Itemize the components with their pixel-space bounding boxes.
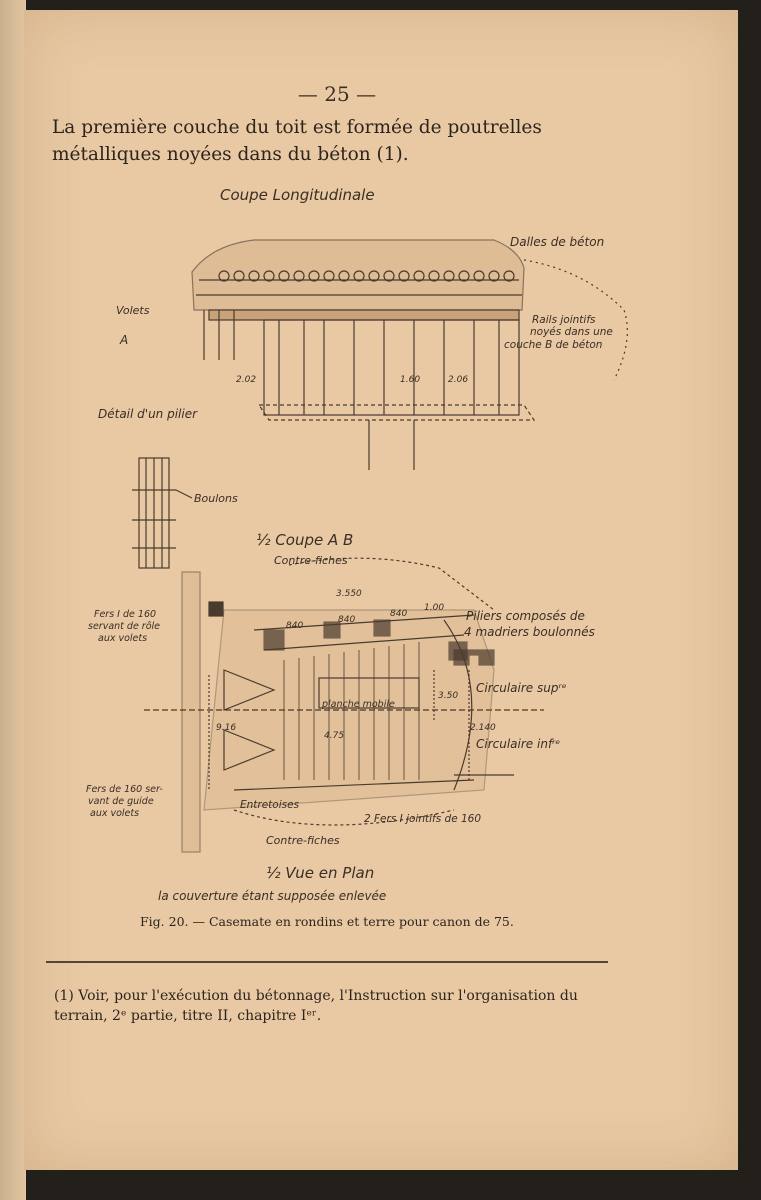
label-a: A <box>120 333 129 347</box>
label-rails-2: noyés dans une <box>530 326 613 338</box>
dim-350: 3.50 <box>438 691 459 701</box>
label-rails-1: Rails jointifs <box>532 314 596 326</box>
dim-202: 2.02 <box>236 375 257 385</box>
dim-840-c: 840 <box>390 609 408 619</box>
label-detail: Détail d'un pilier <box>98 407 198 421</box>
dim-160: 1.60 <box>400 375 421 385</box>
page-number: — 25 — <box>297 82 377 106</box>
dim-100: 1.00 <box>424 603 445 613</box>
label-fers-3: aux volets <box>98 633 148 644</box>
label-fers-2: servant de rôle <box>88 621 161 632</box>
pillar-detail <box>132 458 192 568</box>
label-fers-guide-1: Fers de 160 ser- <box>86 784 163 795</box>
figure-caption: Fig. 20. — Casemate en rondins et terre pour canon de 75. <box>140 914 514 929</box>
dim-916: 9.16 <box>216 723 237 733</box>
dim-206: 2.06 <box>448 375 469 385</box>
title-coupe-ab: ½ Coupe A B <box>256 531 354 549</box>
label-piliers-2: 4 madriers boulonnés <box>464 625 595 639</box>
longitudinal-section <box>192 240 627 470</box>
label-piliers-1: Piliers composés de <box>466 609 585 623</box>
label-circ-inf: Circulaire infʳᵉ <box>476 737 561 751</box>
footnote-divider <box>46 961 608 963</box>
label-contre-fiches-top: Contre-fiches <box>274 554 348 567</box>
label-boulons: Boulons <box>194 492 238 505</box>
label-contre-fiches-bottom: Contre-fiches <box>266 834 340 847</box>
dim-475: 4.75 <box>324 731 345 741</box>
dim-214: 2.140 <box>470 723 496 733</box>
dim-840-b: 840 <box>338 615 356 625</box>
label-fers-guide-2: vant de guide <box>88 796 154 807</box>
body-paragraph: La première couche du toit est formée de poutrelles métalliques noyées dans du béton (1). <box>52 117 542 165</box>
footnote: (1) Voir, pour l'exécution du bétonnage, l'Instruction sur l'organisation du terrain, 2ᵉ partie, titre II, chapitre Iᵉʳ. <box>54 988 578 1024</box>
dim-3550: 3.550 <box>336 589 362 599</box>
label-fers-1: Fers I de 160 <box>94 609 157 620</box>
label-dalles: Dalles de béton <box>510 235 605 249</box>
dim-840-a: 840 <box>286 621 304 631</box>
title-longitudinal: Coupe Longitudinale <box>220 186 375 204</box>
label-planche: planche mobile <box>322 699 395 710</box>
label-rails-3: couche B de béton <box>504 339 603 351</box>
book-gutter <box>0 0 26 1200</box>
label-fers-guide-3: aux volets <box>90 808 140 819</box>
label-volets: Volets <box>116 304 150 317</box>
label-couverture: la couverture étant supposée enlevée <box>158 889 387 903</box>
label-entretoises: Entretoises <box>240 799 300 811</box>
title-vue-plan: ½ Vue en Plan <box>266 864 375 882</box>
label-2fers: 2 Fers I jointifs de 160 <box>364 813 482 825</box>
label-circ-sup: Circulaire supʳᵉ <box>476 681 567 695</box>
